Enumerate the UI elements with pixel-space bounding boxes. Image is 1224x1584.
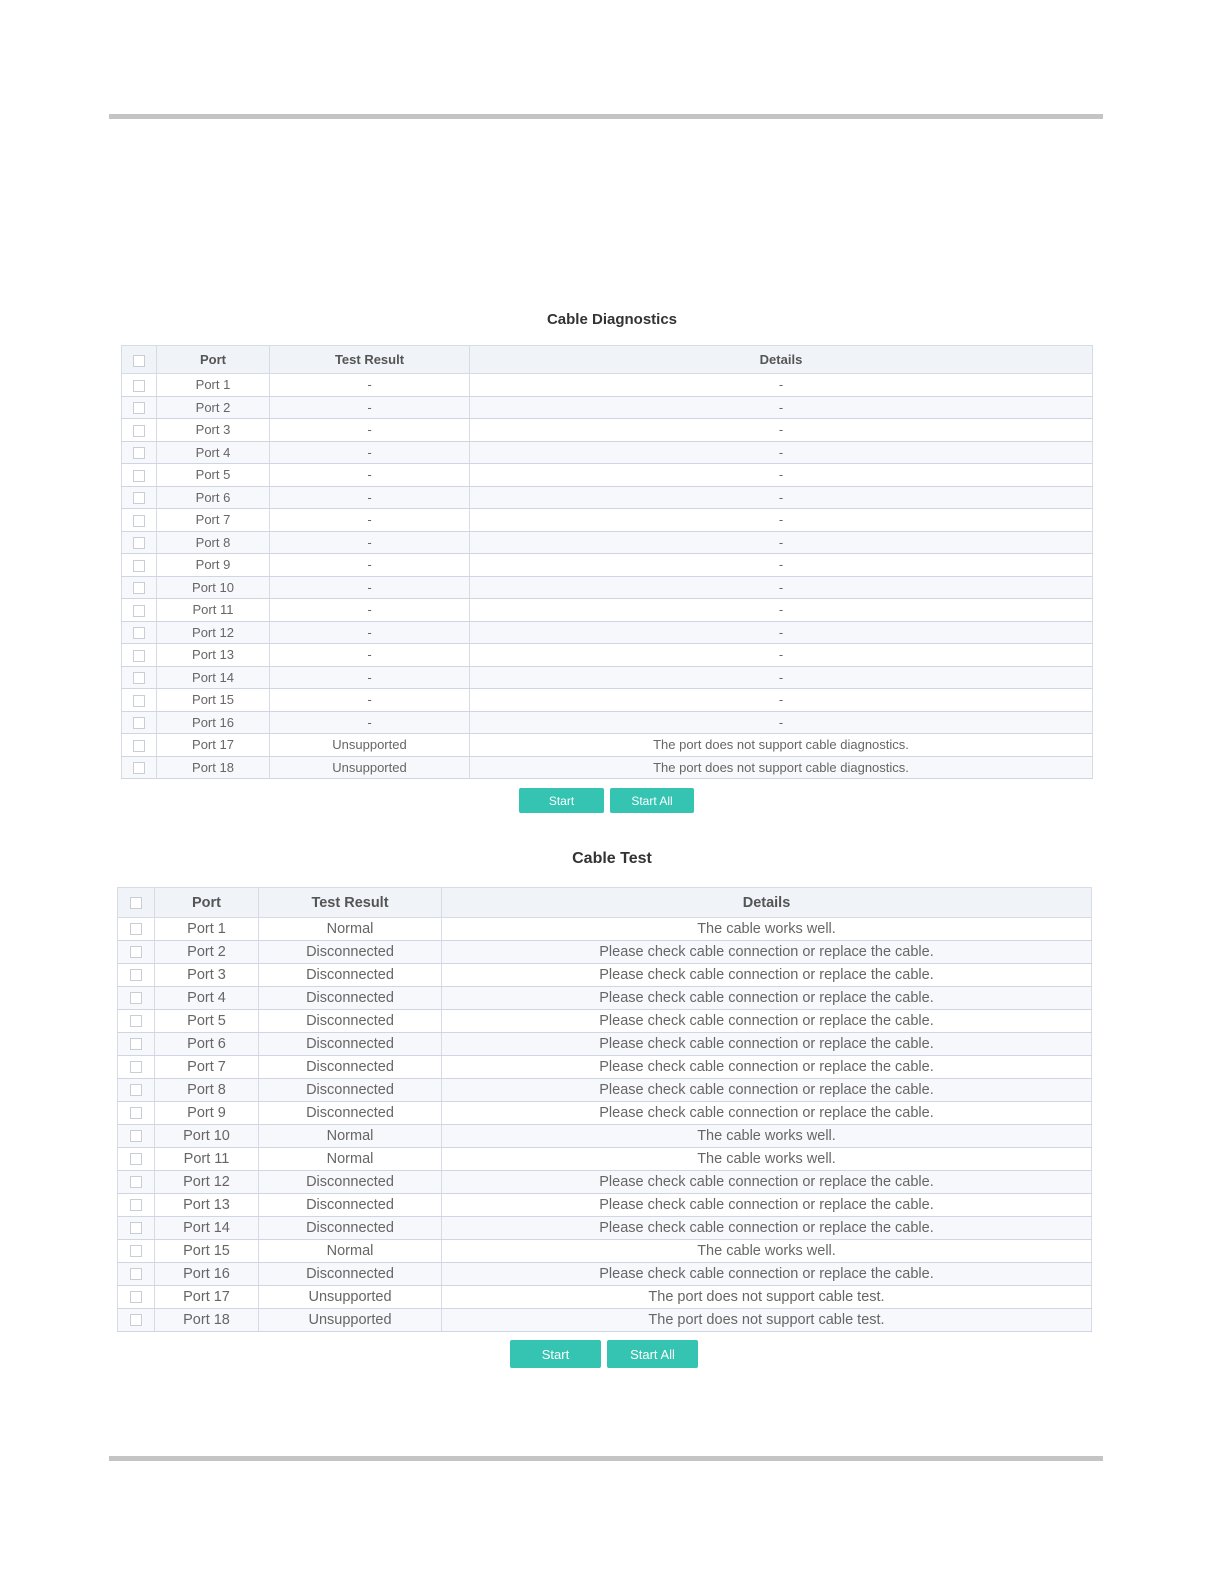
test-result-cell: Normal bbox=[259, 1240, 442, 1263]
details-cell: The cable works well. bbox=[442, 1125, 1092, 1148]
test-result-cell: - bbox=[270, 554, 470, 577]
row-checkbox[interactable] bbox=[130, 1245, 142, 1257]
table-row[interactable] bbox=[118, 1056, 1092, 1079]
port-cell: Port 18 bbox=[155, 1309, 259, 1332]
test-result-cell: - bbox=[270, 419, 470, 442]
details-cell: - bbox=[470, 374, 1093, 397]
row-select-cell[interactable] bbox=[122, 689, 157, 712]
details-cell: Please check cable connection or replace the cable. bbox=[442, 1079, 1092, 1102]
cable-diagnostics-body bbox=[122, 374, 1093, 779]
row-checkbox[interactable] bbox=[133, 717, 145, 729]
details-cell: - bbox=[470, 711, 1093, 734]
details-cell: Please check cable connection or replace the cable. bbox=[442, 1194, 1092, 1217]
test-result-cell: - bbox=[270, 531, 470, 554]
details-cell: - bbox=[470, 441, 1093, 464]
details-cell: Please check cable connection or replace the cable. bbox=[442, 1010, 1092, 1033]
row-select-cell[interactable] bbox=[118, 1217, 155, 1240]
port-cell: Port 16 bbox=[155, 1263, 259, 1286]
row-checkbox[interactable] bbox=[130, 1291, 142, 1303]
table-row[interactable] bbox=[122, 734, 1093, 757]
column-header-details: Details bbox=[470, 346, 1093, 374]
test-result-cell: Normal bbox=[259, 1125, 442, 1148]
row-select-cell[interactable] bbox=[118, 1010, 155, 1033]
test-result-cell: - bbox=[270, 441, 470, 464]
port-cell: Port 10 bbox=[155, 1125, 259, 1148]
table-row[interactable] bbox=[122, 599, 1093, 622]
port-cell: Port 11 bbox=[155, 1148, 259, 1171]
details-cell: - bbox=[470, 554, 1093, 577]
details-cell: - bbox=[470, 419, 1093, 442]
table-row[interactable] bbox=[122, 419, 1093, 442]
select-all-checkbox[interactable] bbox=[130, 897, 142, 909]
details-cell: Please check cable connection or replace the cable. bbox=[442, 987, 1092, 1010]
test-result-cell: - bbox=[270, 689, 470, 712]
cable-diagnostics-title: Cable Diagnostics bbox=[546, 311, 678, 328]
row-select-cell[interactable] bbox=[122, 531, 157, 554]
test-result-cell: - bbox=[270, 509, 470, 532]
row-checkbox[interactable] bbox=[133, 762, 145, 774]
test-result-cell: - bbox=[270, 396, 470, 419]
port-cell: Port 15 bbox=[157, 689, 270, 712]
port-cell: Port 8 bbox=[157, 531, 270, 554]
row-checkbox[interactable] bbox=[130, 923, 142, 935]
details-cell: The port does not support cable test. bbox=[442, 1309, 1092, 1332]
row-checkbox[interactable] bbox=[133, 627, 145, 639]
row-select-cell[interactable] bbox=[122, 734, 157, 757]
row-select-cell[interactable] bbox=[122, 711, 157, 734]
details-cell: - bbox=[470, 509, 1093, 532]
details-cell: - bbox=[470, 396, 1093, 419]
table-row[interactable] bbox=[118, 1240, 1092, 1263]
row-checkbox[interactable] bbox=[130, 1222, 142, 1234]
row-checkbox[interactable] bbox=[133, 537, 145, 549]
row-checkbox[interactable] bbox=[130, 1199, 142, 1211]
port-cell: Port 14 bbox=[157, 666, 270, 689]
test-result-cell: Disconnected bbox=[259, 1033, 442, 1056]
table-row[interactable] bbox=[118, 1286, 1092, 1309]
table-row[interactable] bbox=[122, 441, 1093, 464]
row-checkbox[interactable] bbox=[133, 672, 145, 684]
row-select-cell[interactable] bbox=[122, 419, 157, 442]
table-row[interactable] bbox=[122, 374, 1093, 397]
row-select-cell[interactable] bbox=[118, 1194, 155, 1217]
details-cell: - bbox=[470, 464, 1093, 487]
row-select-cell[interactable] bbox=[118, 1148, 155, 1171]
table-row[interactable] bbox=[118, 1171, 1092, 1194]
row-checkbox[interactable] bbox=[130, 1268, 142, 1280]
table-row[interactable] bbox=[118, 1263, 1092, 1286]
row-checkbox[interactable] bbox=[130, 1176, 142, 1188]
details-cell: - bbox=[470, 689, 1093, 712]
row-checkbox[interactable] bbox=[133, 650, 145, 662]
diagnostics-start-button[interactable]: Start bbox=[519, 788, 604, 813]
test-result-cell: Disconnected bbox=[259, 941, 442, 964]
port-cell: Port 5 bbox=[157, 464, 270, 487]
test-result-cell: Disconnected bbox=[259, 1056, 442, 1079]
row-checkbox[interactable] bbox=[130, 969, 142, 981]
table-row[interactable] bbox=[122, 621, 1093, 644]
details-cell: - bbox=[470, 644, 1093, 667]
table-row[interactable] bbox=[122, 509, 1093, 532]
table-row[interactable] bbox=[122, 531, 1093, 554]
test-result-cell: - bbox=[270, 486, 470, 509]
port-cell: Port 3 bbox=[155, 964, 259, 987]
details-cell: Please check cable connection or replace the cable. bbox=[442, 1033, 1092, 1056]
details-cell: - bbox=[470, 666, 1093, 689]
row-select-cell[interactable] bbox=[118, 1125, 155, 1148]
test-result-cell: Unsupported bbox=[270, 734, 470, 757]
select-all-cell[interactable] bbox=[122, 346, 157, 374]
table-row[interactable] bbox=[118, 1125, 1092, 1148]
table-row[interactable] bbox=[122, 756, 1093, 779]
port-cell: Port 15 bbox=[155, 1240, 259, 1263]
test-result-cell: Normal bbox=[259, 918, 442, 941]
test-result-cell: Disconnected bbox=[259, 964, 442, 987]
details-cell: Please check cable connection or replace the cable. bbox=[442, 1102, 1092, 1125]
port-cell: Port 13 bbox=[155, 1194, 259, 1217]
row-select-cell[interactable] bbox=[118, 941, 155, 964]
details-cell: The port does not support cable diagnostics. bbox=[470, 756, 1093, 779]
details-cell: Please check cable connection or replace the cable. bbox=[442, 964, 1092, 987]
row-select-cell[interactable] bbox=[118, 1263, 155, 1286]
port-cell: Port 9 bbox=[155, 1102, 259, 1125]
port-cell: Port 1 bbox=[157, 374, 270, 397]
row-checkbox[interactable] bbox=[130, 1061, 142, 1073]
row-select-cell[interactable] bbox=[122, 374, 157, 397]
port-cell: Port 4 bbox=[155, 987, 259, 1010]
row-select-cell[interactable] bbox=[122, 554, 157, 577]
cable-diagnostics-table bbox=[121, 345, 1093, 779]
cable-test-start-button[interactable]: Start bbox=[510, 1340, 601, 1368]
table-row[interactable] bbox=[118, 1102, 1092, 1125]
top-divider bbox=[109, 114, 1103, 119]
row-checkbox[interactable] bbox=[133, 605, 145, 617]
details-cell: Please check cable connection or replace the cable. bbox=[442, 1263, 1092, 1286]
row-select-cell[interactable] bbox=[122, 599, 157, 622]
test-result-cell: Disconnected bbox=[259, 987, 442, 1010]
table-row[interactable] bbox=[122, 644, 1093, 667]
port-cell: Port 4 bbox=[157, 441, 270, 464]
port-cell: Port 7 bbox=[157, 509, 270, 532]
table-header-row bbox=[122, 346, 1093, 374]
details-cell: The port does not support cable test. bbox=[442, 1286, 1092, 1309]
port-cell: Port 17 bbox=[157, 734, 270, 757]
port-cell: Port 12 bbox=[157, 621, 270, 644]
row-select-cell[interactable] bbox=[118, 1171, 155, 1194]
test-result-cell: - bbox=[270, 576, 470, 599]
details-cell: Please check cable connection or replace the cable. bbox=[442, 941, 1092, 964]
cable-test-start-all-button[interactable]: Start All bbox=[607, 1340, 698, 1368]
table-row[interactable] bbox=[118, 1217, 1092, 1240]
test-result-cell: - bbox=[270, 666, 470, 689]
table-row[interactable] bbox=[122, 486, 1093, 509]
column-header-test-result: Test Result bbox=[259, 888, 442, 918]
table-row[interactable] bbox=[118, 1148, 1092, 1171]
details-cell: Please check cable connection or replace the cable. bbox=[442, 1056, 1092, 1079]
details-cell: - bbox=[470, 486, 1093, 509]
row-select-cell[interactable] bbox=[122, 464, 157, 487]
select-all-cell[interactable] bbox=[118, 888, 155, 918]
row-select-cell[interactable] bbox=[122, 576, 157, 599]
details-cell: Please check cable connection or replace the cable. bbox=[442, 1171, 1092, 1194]
row-checkbox[interactable] bbox=[130, 1015, 142, 1027]
table-row[interactable] bbox=[122, 464, 1093, 487]
table-row[interactable] bbox=[122, 396, 1093, 419]
port-cell: Port 6 bbox=[155, 1033, 259, 1056]
table-header-row bbox=[118, 888, 1092, 918]
row-select-cell[interactable] bbox=[122, 644, 157, 667]
table-row[interactable] bbox=[122, 576, 1093, 599]
table-row[interactable] bbox=[122, 689, 1093, 712]
row-checkbox[interactable] bbox=[130, 1153, 142, 1165]
row-select-cell[interactable] bbox=[122, 509, 157, 532]
test-result-cell: - bbox=[270, 644, 470, 667]
port-cell: Port 17 bbox=[155, 1286, 259, 1309]
column-header-port: Port bbox=[155, 888, 259, 918]
port-cell: Port 18 bbox=[157, 756, 270, 779]
test-result-cell: Disconnected bbox=[259, 1217, 442, 1240]
test-result-cell: Disconnected bbox=[259, 1263, 442, 1286]
test-result-cell: - bbox=[270, 464, 470, 487]
row-checkbox[interactable] bbox=[130, 1038, 142, 1050]
row-checkbox[interactable] bbox=[133, 492, 145, 504]
test-result-cell: Disconnected bbox=[259, 1010, 442, 1033]
port-cell: Port 12 bbox=[155, 1171, 259, 1194]
cable-test-table bbox=[117, 887, 1092, 1332]
row-select-cell[interactable] bbox=[122, 756, 157, 779]
port-cell: Port 9 bbox=[157, 554, 270, 577]
test-result-cell: - bbox=[270, 599, 470, 622]
row-checkbox[interactable] bbox=[133, 470, 145, 482]
port-cell: Port 10 bbox=[157, 576, 270, 599]
row-select-cell[interactable] bbox=[122, 666, 157, 689]
select-all-checkbox[interactable] bbox=[133, 355, 145, 367]
row-checkbox[interactable] bbox=[130, 1107, 142, 1119]
details-cell: The cable works well. bbox=[442, 918, 1092, 941]
row-checkbox[interactable] bbox=[133, 515, 145, 527]
table-row[interactable] bbox=[118, 987, 1092, 1010]
table-row[interactable] bbox=[118, 1010, 1092, 1033]
test-result-cell: Disconnected bbox=[259, 1102, 442, 1125]
row-select-cell[interactable] bbox=[118, 987, 155, 1010]
table-row[interactable] bbox=[118, 918, 1092, 941]
row-select-cell[interactable] bbox=[122, 396, 157, 419]
test-result-cell: Normal bbox=[259, 1148, 442, 1171]
test-result-cell: Unsupported bbox=[259, 1286, 442, 1309]
row-checkbox[interactable] bbox=[133, 740, 145, 752]
row-select-cell[interactable] bbox=[118, 1079, 155, 1102]
test-result-cell: Disconnected bbox=[259, 1194, 442, 1217]
table-row[interactable] bbox=[122, 711, 1093, 734]
row-checkbox[interactable] bbox=[133, 447, 145, 459]
port-cell: Port 3 bbox=[157, 419, 270, 442]
details-cell: - bbox=[470, 531, 1093, 554]
port-cell: Port 14 bbox=[155, 1217, 259, 1240]
row-checkbox[interactable] bbox=[130, 1130, 142, 1142]
port-cell: Port 5 bbox=[155, 1010, 259, 1033]
row-select-cell[interactable] bbox=[118, 1309, 155, 1332]
row-checkbox[interactable] bbox=[133, 425, 145, 437]
details-cell: The port does not support cable diagnostics. bbox=[470, 734, 1093, 757]
row-checkbox[interactable] bbox=[133, 380, 145, 392]
table-row[interactable] bbox=[122, 666, 1093, 689]
cable-test-title: Cable Test bbox=[572, 850, 652, 867]
row-checkbox[interactable] bbox=[130, 992, 142, 1004]
port-cell: Port 13 bbox=[157, 644, 270, 667]
port-cell: Port 1 bbox=[155, 918, 259, 941]
row-checkbox[interactable] bbox=[133, 560, 145, 572]
port-cell: Port 6 bbox=[157, 486, 270, 509]
column-header-test-result: Test Result bbox=[270, 346, 470, 374]
row-select-cell[interactable] bbox=[118, 964, 155, 987]
table-row[interactable] bbox=[118, 1309, 1092, 1332]
table-row[interactable] bbox=[118, 941, 1092, 964]
row-checkbox[interactable] bbox=[130, 1084, 142, 1096]
details-cell: - bbox=[470, 576, 1093, 599]
details-cell: - bbox=[470, 599, 1093, 622]
port-cell: Port 7 bbox=[155, 1056, 259, 1079]
test-result-cell: - bbox=[270, 711, 470, 734]
row-select-cell[interactable] bbox=[118, 1240, 155, 1263]
row-select-cell[interactable] bbox=[118, 1102, 155, 1125]
row-select-cell[interactable] bbox=[118, 1033, 155, 1056]
row-select-cell[interactable] bbox=[118, 1286, 155, 1309]
table-row[interactable] bbox=[118, 964, 1092, 987]
row-select-cell[interactable] bbox=[122, 621, 157, 644]
column-header-details: Details bbox=[442, 888, 1092, 918]
cable-test-body bbox=[118, 918, 1092, 1332]
port-cell: Port 2 bbox=[155, 941, 259, 964]
table-row[interactable] bbox=[118, 1194, 1092, 1217]
test-result-cell: - bbox=[270, 621, 470, 644]
test-result-cell: Disconnected bbox=[259, 1171, 442, 1194]
column-header-port: Port bbox=[157, 346, 270, 374]
test-result-cell: - bbox=[270, 374, 470, 397]
row-select-cell[interactable] bbox=[118, 918, 155, 941]
row-checkbox[interactable] bbox=[130, 946, 142, 958]
diagnostics-start-all-button[interactable]: Start All bbox=[610, 788, 694, 813]
row-select-cell[interactable] bbox=[122, 486, 157, 509]
row-checkbox[interactable] bbox=[133, 695, 145, 707]
row-select-cell[interactable] bbox=[118, 1056, 155, 1079]
test-result-cell: Unsupported bbox=[259, 1309, 442, 1332]
test-result-cell: Disconnected bbox=[259, 1079, 442, 1102]
details-cell: The cable works well. bbox=[442, 1240, 1092, 1263]
port-cell: Port 8 bbox=[155, 1079, 259, 1102]
port-cell: Port 11 bbox=[157, 599, 270, 622]
port-cell: Port 16 bbox=[157, 711, 270, 734]
table-row[interactable] bbox=[118, 1033, 1092, 1056]
table-row[interactable] bbox=[118, 1079, 1092, 1102]
bottom-divider bbox=[109, 1456, 1103, 1461]
details-cell: Please check cable connection or replace the cable. bbox=[442, 1217, 1092, 1240]
details-cell: - bbox=[470, 621, 1093, 644]
test-result-cell: Unsupported bbox=[270, 756, 470, 779]
row-select-cell[interactable] bbox=[122, 441, 157, 464]
table-row[interactable] bbox=[122, 554, 1093, 577]
details-cell: The cable works well. bbox=[442, 1148, 1092, 1171]
port-cell: Port 2 bbox=[157, 396, 270, 419]
row-checkbox[interactable] bbox=[133, 582, 145, 594]
row-checkbox[interactable] bbox=[130, 1314, 142, 1326]
row-checkbox[interactable] bbox=[133, 402, 145, 414]
